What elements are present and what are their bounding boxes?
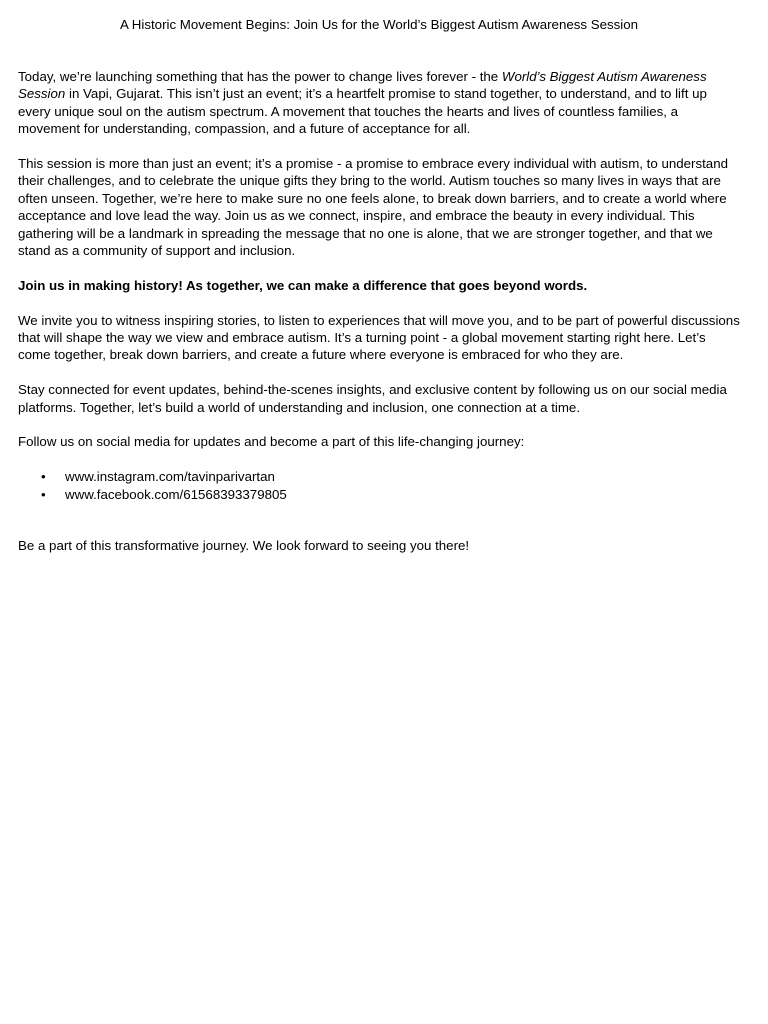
instagram-link[interactable]: www.instagram.com/tavinparivartan <box>65 469 275 485</box>
list-item <box>41 468 740 485</box>
social-links-list <box>18 468 740 503</box>
document-body <box>18 68 740 572</box>
document-title: A Historic Movement Begins: Join Us for the World’s Biggest Autism Awareness Session <box>119 17 639 32</box>
paragraph-promise: This session is more than just an event; it’s a promise - a promise to embrace every individual with autism, to understand their challenges, and to celebrate the unique gifts they bring to the world. Autism touches so many lives in ways that are often unseen. Together, we’re here to make sure no one feels alone, to break down barriers, and to create a world where acceptance and love lead the way. Join us as we connect, inspire, and embrace the beauty in every individual. This gathering will be a landmark in spreading the message that no one is alone, that we are stronger together, and that we stand as a community of support and inclusion. <box>18 156 728 259</box>
paragraph-stay-connected: Stay connected for event updates, behind-the-scenes insights, and exclusive content by following us on our social media platforms. Together, let’s build a world of understanding and inclusion, one connection at a time. <box>18 382 727 415</box>
bullet-icon: • <box>41 486 46 502</box>
follow-intro: Follow us on social media for updates and become a part of this life-changing journey: <box>18 434 525 450</box>
closing-line: Be a part of this transformative journey. We look forward to seeing you there! <box>18 538 470 554</box>
bullet-icon: • <box>41 469 46 485</box>
list-item <box>41 486 740 503</box>
intro-text-end: in Vapi, Gujarat. This isn’t just an event; it’s a heartfelt promise to stand together, to understand, and to lift up every unique soul on the autism spectrum. A movement that touches the hearts and lives of countless families, a movement for understanding, compassion, and a future of acceptance for all. <box>18 86 707 137</box>
facebook-link[interactable]: www.facebook.com/61568393379805 <box>65 486 287 502</box>
event-name-emphasis: World’s Biggest Autism Awareness Session <box>18 69 707 102</box>
intro-text-start: Today, we’re launching something that has the power to change lives forever - the <box>18 69 502 84</box>
paragraph-invite: We invite you to witness inspiring stories, to listen to experiences that will move you, and to be part of powerful discussions that will shape the way we view and embrace autism. It’s a turning point - a global movement starting right here. Let’s come together, break down barriers, and create a future where everyone is embraced for who they are. <box>18 312 740 363</box>
paragraph-intro <box>18 68 740 138</box>
call-to-action: Join us in making history! As together, we can make a difference that goes beyond words. <box>18 277 588 293</box>
